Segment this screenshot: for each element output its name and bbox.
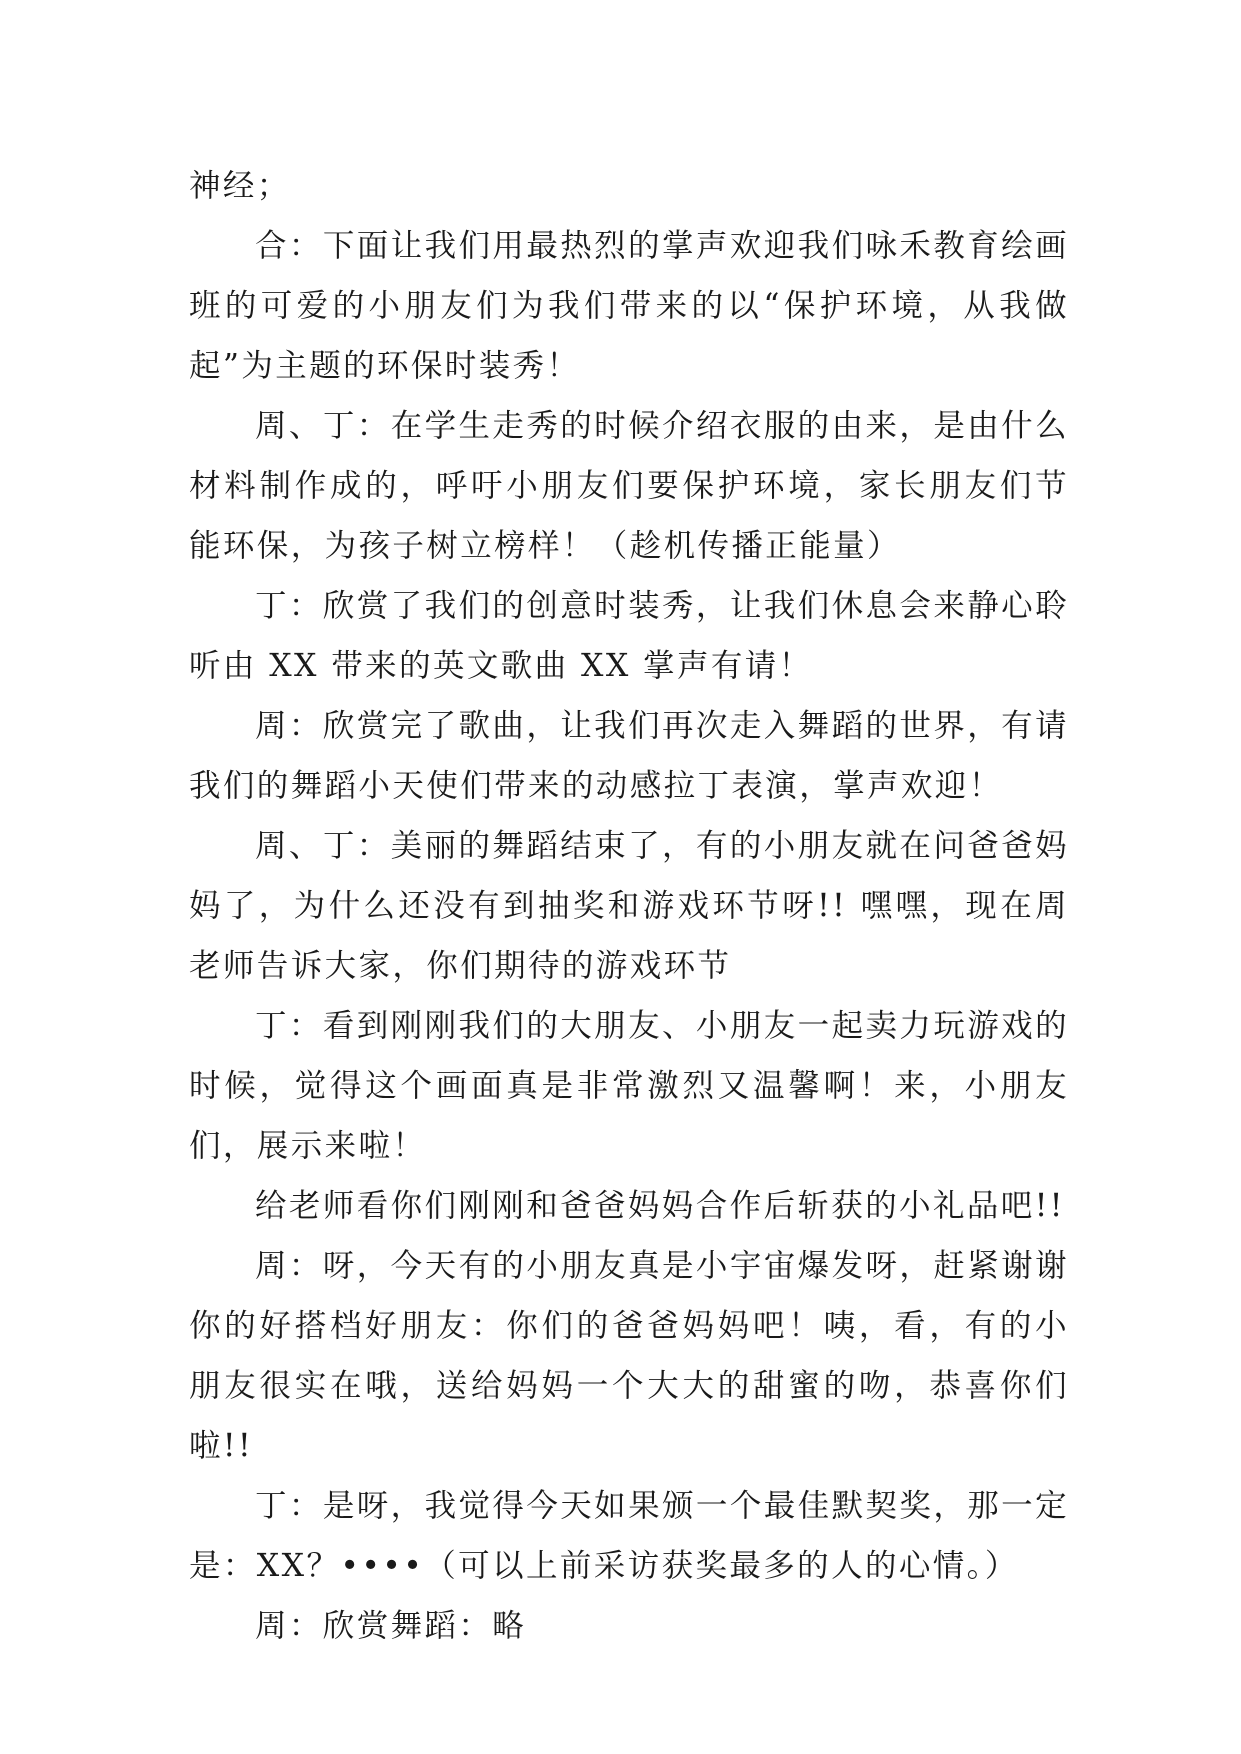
paragraph-9: 周：呀，今天有的小朋友真是小宇宙爆发呀，赶紧谢谢你的好搭档好朋友：你们的爸爸妈妈吧！咦，看，有的小朋友很实在哦，送给妈妈一个大大的甜蜜的吻，恭喜你们啦!! <box>189 1248 1069 1464</box>
paragraph-5: 周：欣赏完了歌曲，让我们再次走入舞蹈的世界，有请我们的舞蹈小天使们带来的动感拉丁表演，掌声欢迎！ <box>189 708 1069 804</box>
paragraph-4: 丁：欣赏了我们的创意时装秀，让我们休息会来静心聆听由 XX 带来的英文歌曲 XX 掌声有请！ <box>189 588 1069 684</box>
paragraph-10: 丁：是呀，我觉得今天如果颁一个最佳默契奖，那一定是：XX？••••（可以上前采访获奖最多的人的心情。） <box>189 1488 1069 1584</box>
document-body <box>189 156 1069 1656</box>
paragraph-8: 给老师看你们刚刚和爸爸妈妈合作后斩获的小礼品吧!! <box>255 1188 1065 1224</box>
paragraph-6: 周、丁：美丽的舞蹈结束了，有的小朋友就在问爸爸妈妈了，为什么还没有到抽奖和游戏环节呀!! 嘿嘿，现在周老师告诉大家，你们期待的游戏环节 <box>189 828 1069 984</box>
paragraph-1: 神经； <box>189 168 291 204</box>
paragraph-3: 周、丁：在学生走秀的时候介绍衣服的由来，是由什么材料制作成的，呼吁小朋友们要保护环境，家长朋友们节能环保，为孩子树立榜样！（趁机传播正能量） <box>189 408 1069 564</box>
paragraph-7: 丁：看到刚刚我们的大朋友、小朋友一起卖力玩游戏的时候，觉得这个画面真是非常激烈又温馨啊！来，小朋友们，展示来啦！ <box>189 1008 1069 1164</box>
paragraph-2: 合：下面让我们用最热烈的掌声欢迎我们咏禾教育绘画班的可爱的小朋友们为我们带来的以“保护环境，从我做起”为主题的环保时装秀！ <box>189 228 1069 384</box>
paragraph-11: 周：欣赏舞蹈：略 <box>255 1608 527 1644</box>
